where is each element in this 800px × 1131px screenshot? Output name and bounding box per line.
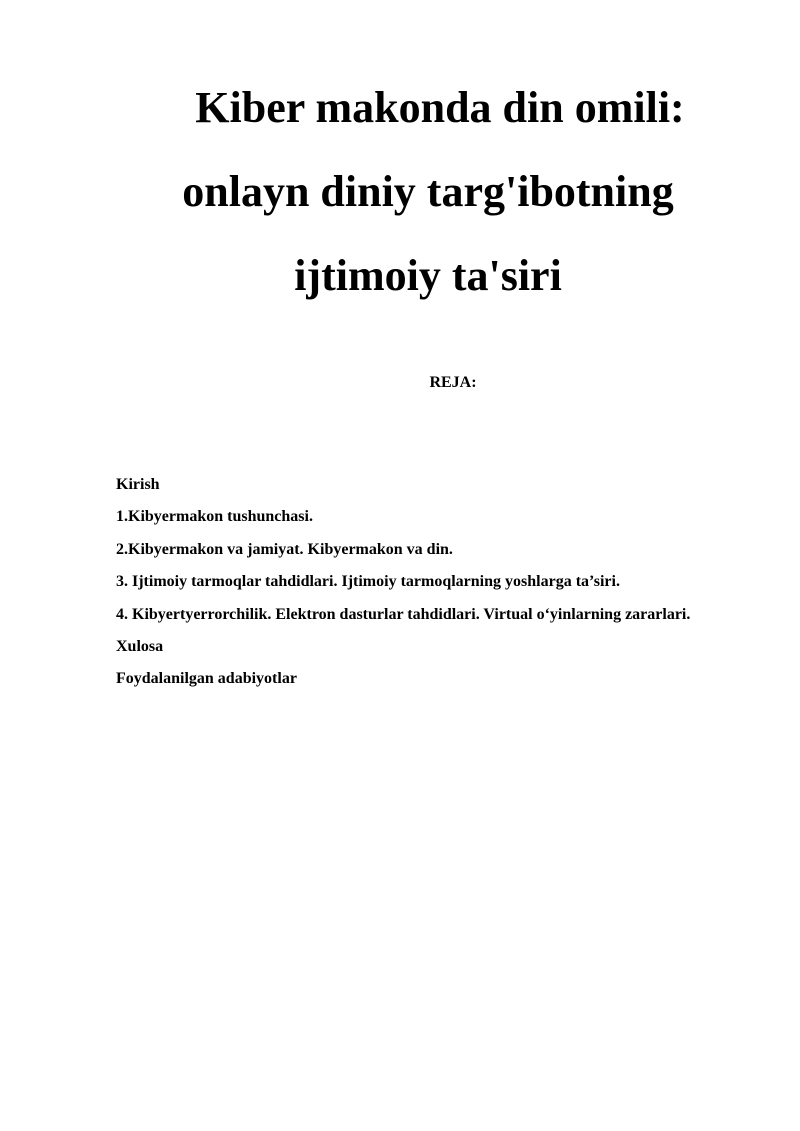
document-title-line-2: onlayn diniy targ'ibotning bbox=[182, 167, 674, 216]
plan-item-1: 1.Kibyermakon tushunchasi. bbox=[116, 508, 313, 526]
plan-list bbox=[116, 469, 742, 696]
plan-heading: REJA: bbox=[429, 374, 477, 391]
plan-item-intro: Kirish bbox=[116, 476, 160, 493]
plan-item-references: Foydalanilgan adabiyotlar bbox=[116, 670, 297, 688]
plan-item-3: 3. Ijtimoiy tarmoqlar tahdidlari. Ijtimoiy tarmoqlarning yoshlarga ta’siri. bbox=[116, 573, 620, 591]
plan-item-conclusion: Xulosa bbox=[116, 638, 164, 656]
document-title-line-1: Kiber makonda din omili: bbox=[195, 83, 685, 132]
plan-item-4: 4. Kibyertyerrorchilik. Elektron dasturlar tahdidlari. Virtual o‘yinlarning zararlari. bbox=[116, 605, 691, 623]
document-title-line-3: ijtimoiy ta'siri bbox=[294, 251, 562, 300]
plan-item-2: 2.Kibyermakon va jamiyat. Kibyermakon va din. bbox=[116, 540, 453, 558]
